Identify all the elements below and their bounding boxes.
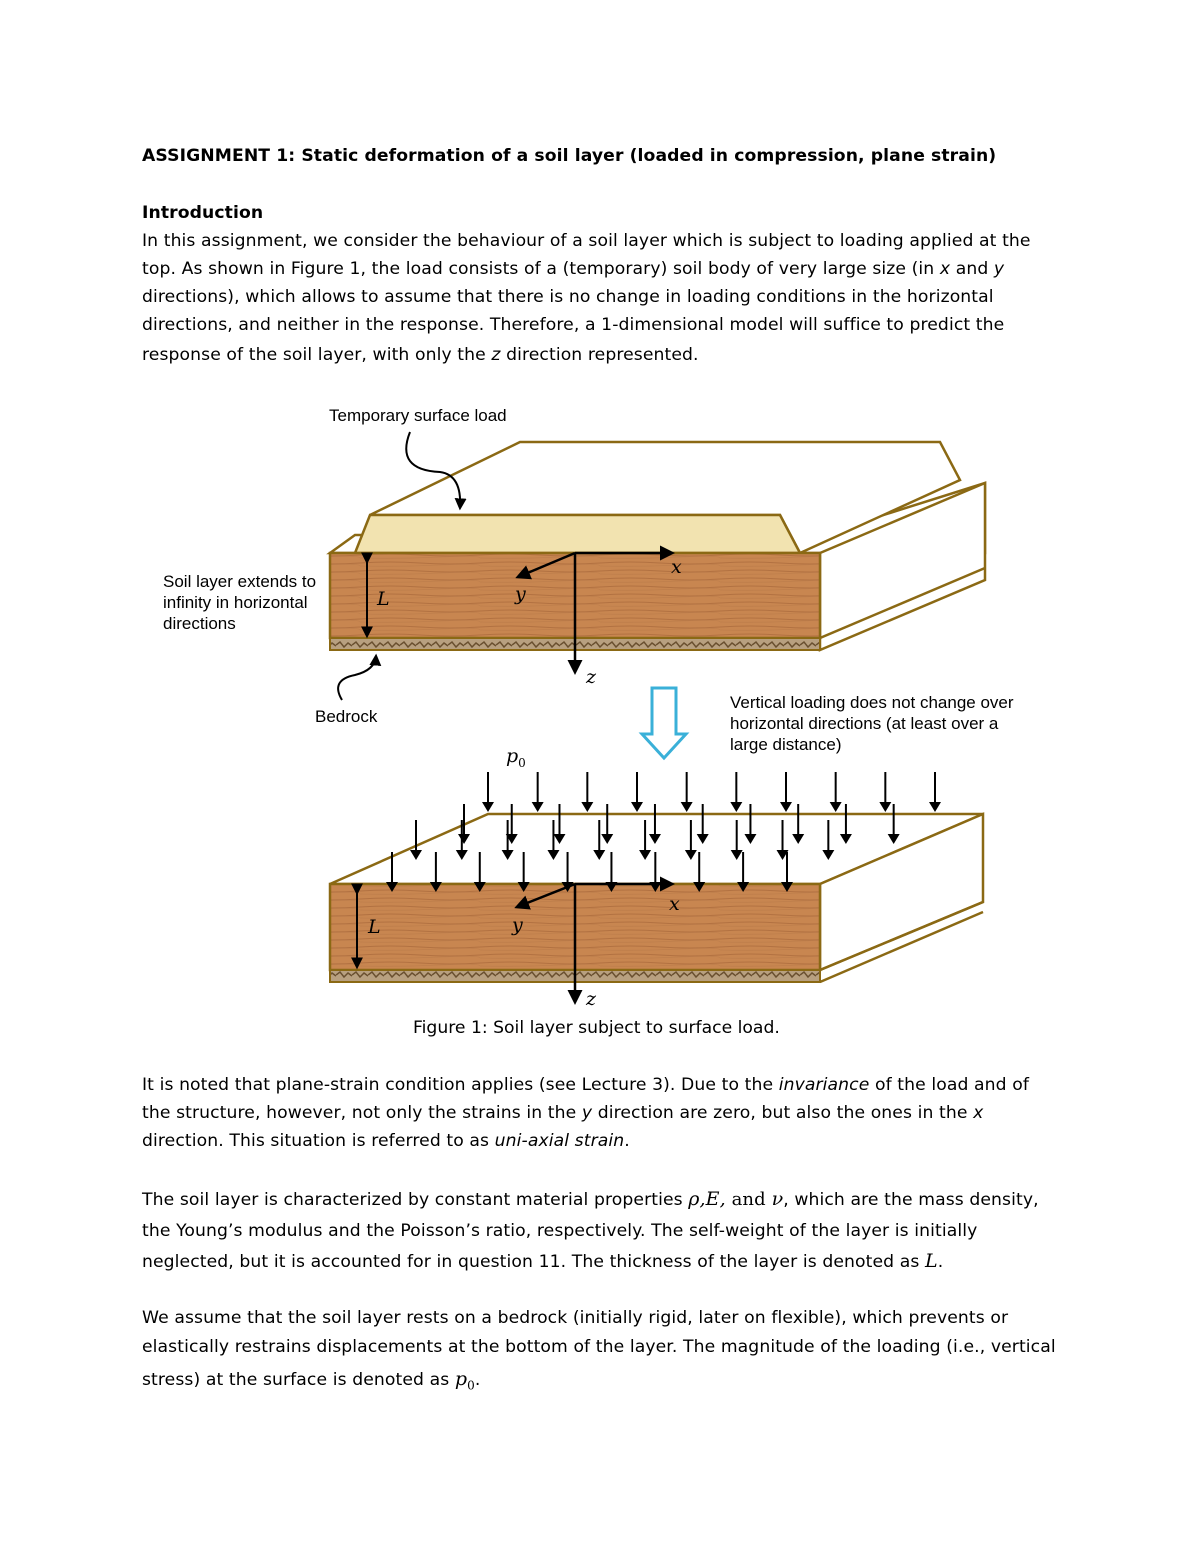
load-arrow-head: [681, 802, 693, 812]
label-vertical-line-1: Vertical loading does not change over: [730, 693, 1014, 712]
intro-line-5-end: direction represented.: [500, 345, 699, 365]
intro-var-z: z: [491, 345, 501, 365]
load-arrow-head: [581, 802, 593, 812]
para3-l3b: .: [937, 1252, 944, 1272]
intro-and: and: [950, 259, 994, 279]
para3-line-2: the Young’s modulus and the Poisson’s ratio, respectively. The self-weight of the layer is initially: [142, 1221, 978, 1241]
para3-math-L: L: [924, 1250, 938, 1272]
para4-line-1: We assume that the soil layer rests on a bedrock (initially rigid, later on flexible), which prevents or: [142, 1308, 1009, 1328]
para2-line-3: [142, 1131, 630, 1151]
intro-heading: Introduction: [142, 203, 264, 223]
label-temporary-load: Temporary surface load: [329, 406, 507, 425]
intro-line-1: In this assignment, we consider the behaviour of a soil layer which is subject to loading applied at the: [142, 231, 1031, 251]
para4-l3b: .: [474, 1370, 481, 1390]
para2-l3a: direction. This situation is referred to as: [142, 1131, 495, 1151]
label-soil-line-1: Soil layer extends to: [163, 572, 317, 591]
intro-line-2-text: top. As shown in Figure 1, the load consists of a (temporary) soil body of very large size (in: [142, 259, 940, 279]
p0-symbol: p: [506, 745, 519, 767]
p0-subscript: 0: [518, 755, 526, 770]
para2-l1a: It is noted that plane-strain condition applies (see Lecture 3). Due to the: [142, 1075, 779, 1095]
load-arrow-head: [730, 802, 742, 812]
para3-math-and: and: [725, 1189, 772, 1210]
lower-axis-y-label: y: [512, 914, 523, 936]
label-bedrock: Bedrock: [315, 707, 378, 726]
para2-invariance: invariance: [778, 1075, 870, 1095]
upper-axis-z-label: z: [586, 666, 597, 688]
para2-l2a: the structure, however, not only the strains in the: [142, 1103, 582, 1123]
lower-block: [330, 814, 983, 1002]
p0-label: [506, 745, 526, 770]
intro-line-4: directions, and neither in the response. Therefore, a 1-dimensional model will suffice to predict the: [142, 315, 1005, 335]
para2-l2c: direction are zero, but also the ones in the: [592, 1103, 974, 1123]
intro-line-5-text: response of the soil layer, with only the: [142, 345, 492, 365]
bedrock-pointer: [338, 656, 376, 700]
load-arrow-head: [929, 802, 941, 812]
para3-l3a: neglected, but it is accounted for in question 11. The thickness of the layer is denoted as: [142, 1252, 925, 1272]
intro-line-3: directions), which allows to assume that there is no change in loading conditions in the horizontal: [142, 287, 994, 307]
load-front-face: [355, 515, 800, 553]
load-arrow-head: [830, 802, 842, 812]
para4-l3a: stress) at the surface is denoted as: [142, 1370, 455, 1390]
upper-block: [330, 432, 985, 700]
upper-L-label: L: [377, 588, 390, 610]
para3-math-nu: ν: [771, 1188, 784, 1210]
para2-line-2: [142, 1103, 983, 1123]
transition-arrow-icon: [642, 688, 686, 758]
para3-line-3: [142, 1250, 943, 1272]
para4-line-3: [142, 1368, 480, 1392]
lower-axis-x-label: x: [669, 893, 680, 915]
para4-math-p: p: [454, 1368, 468, 1390]
label-vertical-line-3: large distance): [730, 735, 842, 754]
para2-l1c: of the load and of: [869, 1075, 1030, 1095]
load-arrow-head: [482, 802, 494, 812]
para2-l3c: .: [624, 1131, 630, 1151]
para2-var-y: y: [581, 1103, 593, 1123]
para3-l1a: The soil layer is characterized by constant material properties: [142, 1190, 689, 1210]
load-arrow-head: [879, 802, 891, 812]
title-prefix: ASSIGNMENT 1:: [142, 146, 302, 166]
para3-l1b: , which are the mass density,: [783, 1190, 1039, 1210]
load-arrow-head: [780, 802, 792, 812]
label-soil-line-2: infinity in horizontal: [163, 593, 308, 612]
label-vertical-line-2: horizontal directions (at least over a: [730, 714, 999, 733]
intro-var-x: x: [939, 259, 951, 279]
lower-L-label: L: [368, 916, 381, 938]
lower-axis-z-label: z: [586, 988, 597, 1010]
para2-uniaxial: uni-axial strain: [494, 1131, 625, 1151]
upper-axis-x-label: x: [671, 556, 682, 578]
para4-math-p-sub: 0: [467, 1378, 475, 1393]
load-arrow-head: [631, 802, 643, 812]
load-arrow-head: [532, 802, 544, 812]
para2-var-x: x: [973, 1103, 984, 1123]
para3-line-1: [142, 1188, 1039, 1210]
para3-math-rho-E: ρ,E,: [688, 1188, 726, 1210]
para4-line-2: elastically restrains displacements at the bottom of the layer. The magnitude of the loading (i.e., vertical: [142, 1337, 1056, 1357]
title-rest: Static deformation of a soil layer (loaded in compression, plane strain): [301, 146, 997, 166]
figure-caption: Figure 1: Soil layer subject to surface load.: [413, 1018, 780, 1038]
para2-line-1: [142, 1075, 1029, 1095]
upper-axis-y-label: y: [515, 583, 526, 605]
intro-var-y: y: [993, 259, 1005, 279]
label-soil-line-3: directions: [163, 614, 236, 633]
